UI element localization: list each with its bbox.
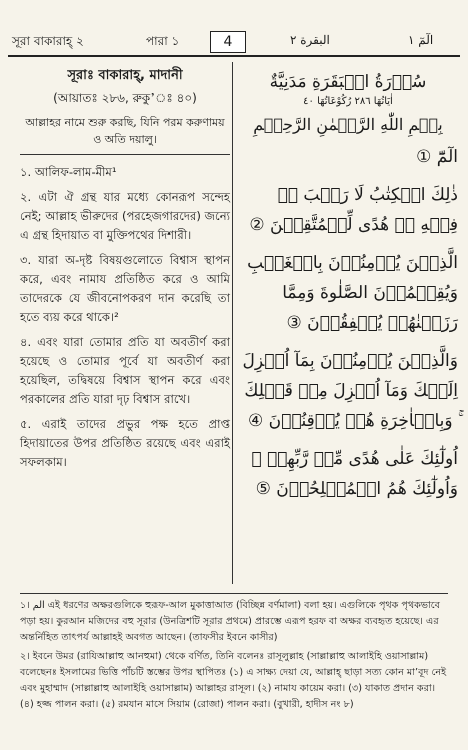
verse-1-translation: ১. আলিফ-লাম-মীম¹ — [20, 165, 117, 179]
header-rule — [8, 55, 460, 57]
header-para: পারা ১ — [146, 34, 180, 48]
ayah-2-arabic: ذٰلِكَ الۡكِتٰبُ لَا رَيۡبَ ۛۚ فِيۡهِ ۛۚ هُدًى لِّلۡمُتَّقِيۡنَ ② — [249, 185, 458, 235]
column-divider — [232, 62, 233, 584]
header-juz-arabic: الٓمٓ ١ — [408, 33, 434, 47]
ayah-info: (আয়াতঃ ২৮৬, রুকু’ঃ ৪০) — [53, 91, 197, 105]
surah-title-bengali: সূরাঃ বাকারাহ্, মাদানী — [67, 68, 183, 83]
footnote-rule — [20, 593, 448, 594]
ayah-1-arabic: الٓمّٓ ① — [416, 147, 458, 167]
footnote-2: ২। ইবনে উমর (রাযিআল্লাহু আনহুমা) থেকে বর্ণিত, তিনি বলেনঃ রাসূলুল্লাহ (সাল্লাল্লাহু আলাইহি ওয়াসাল্লাম) বলেছেনঃ ইসলামের ভিত্তি পাঁচটি স্তম্ভের উপর স্থাপিতঃ (১) এ সাক্ষ্য দেয়া যে, আল্লাহ্ ছাড়া সত্য কোন মা’বূদ নেই এবং মুহাম্মাদ (সাল্লাল্লাহু আলাইহি ওয়াসাল্লাম) আল্লাহর রাসূল। (২) নামায কায়েম করা। (৩) যাকাত প্রদান করা। (৪) হজ্জ পালন করা। (৫) রমযান মাসে সিয়াম (রোজা) পালন করা। (বুখারী, হাদীস নং ৮) — [20, 651, 447, 710]
arabic-text-column — [238, 70, 458, 504]
ayah-4-arabic: وَالَّذِيۡنَ يُؤۡمِنُوۡنَ بِمَآ اُنۡزِلَ اِلَيۡكَ وَمَآ اُنۡزِلَ مِنۡ قَبۡلِكَ ۚ وَبِالۡاٰخِرَةِ هُمۡ يُوۡقِنُوۡنَ ④ — [242, 351, 458, 431]
bengali-translation-column — [20, 66, 230, 478]
ayah-3-arabic: الَّذِيۡنَ يُؤۡمِنُوۡنَ بِالۡغَيۡبِ وَيُقِيۡمُوۡنَ الصَّلٰوةَ وَمِمَّا رَزَقۡنٰهُمۡ يُنۡفِقُوۡنَ ③ — [247, 253, 458, 333]
surah-meta-arabic: اٰيَاتُهَا ٢٨٦ رُكُوْعَاتُهَا ٤٠ — [303, 96, 393, 107]
surah-title-arabic: سُوۡرَةُ الۡبَقَرَةِ مَدَنِيَّةٌ — [269, 72, 427, 92]
section-rule — [20, 154, 230, 155]
bismillah-translation: আল্লাহর নামে শুরু করছি, যিনি পরম করুণাময় ও অতি দয়ালু। — [25, 116, 225, 146]
verse-5-translation: ৫. এরাই তাদের প্রভুর পক্ষ হতে প্রাপ্ত হিদায়াতের উপর প্রতিষ্ঠিত রয়েছে এবং এরাই সফলকাম। — [20, 417, 230, 469]
verse-3-translation: ৩. যারা অ-দৃষ্ট বিষয়গুলোতে বিশ্বাস স্থাপন করে, এবং নামায প্রতিষ্ঠিত করে ও আমি তাদেরকে যে জীবনোপকরণ দান করেছি তা হতে ব্যয় করে থাকে।² — [20, 253, 230, 324]
page-header — [8, 31, 460, 55]
page-number: 4 — [210, 31, 246, 53]
verse-4-translation: ৪. এবং যারা তোমার প্রতি যা অবতীর্ণ করা হয়েছে ও তোমার পূর্বে যা অবতীর্ণ করা হয়েছিল, তদ্বিষয়ে বিশ্বাস স্থাপন করে এবং পরকালের প্রতি যারা দৃঢ় বিশ্বাস রাখে। — [20, 335, 230, 406]
verse-2-translation: ২. এটা ঐ গ্রন্থ যার মধ্যে কোনরূপ সন্দেহ নেই; আল্লাহ ভীরুদের (পরহেজগারদের) জন্যে এ গ্রন্থ হিদায়াত বা মুক্তিপথের দিশারী। — [20, 190, 230, 242]
header-surah-arabic: البقرة ٢ — [290, 33, 330, 47]
ayah-5-arabic: اُولٰٓئِكَ عَلٰى هُدًى مِّنۡ رَّبِّهِمۡ ۗ وَاُولٰٓئِكَ هُمُ الۡمُفۡلِحُوۡنَ ⑤ — [251, 449, 458, 499]
header-surah-bengali: সূরা বাকারাহ্ ২ — [12, 34, 84, 48]
footnote-1: ১। الم এই ধরণের অক্ষরগুলিকে হুরূফ-আল মুকাত্তাআত (বিচ্ছিন্ন বর্ণমালা) বলা হয়। এগুলিকে পৃথক পৃথকভাবে পড়া হয়। কুরআন মজিদের বহু সূরার (উনত্রিশটি সূরার প্রথমে) প্রারম্ভে এরূপ হরফ বা অক্ষর ব্যবহৃত হয়েছে। এর অন্তর্নিহিত তাৎপর্য আল্লাহই অবগত আছেন। (তাফসীর ইবনে কাসীর) — [20, 600, 440, 643]
footnotes — [20, 598, 448, 716]
bismillah-arabic: بِسۡمِ اللّٰهِ الرَّحۡمٰنِ الرَّحِيۡمِ — [253, 115, 443, 134]
